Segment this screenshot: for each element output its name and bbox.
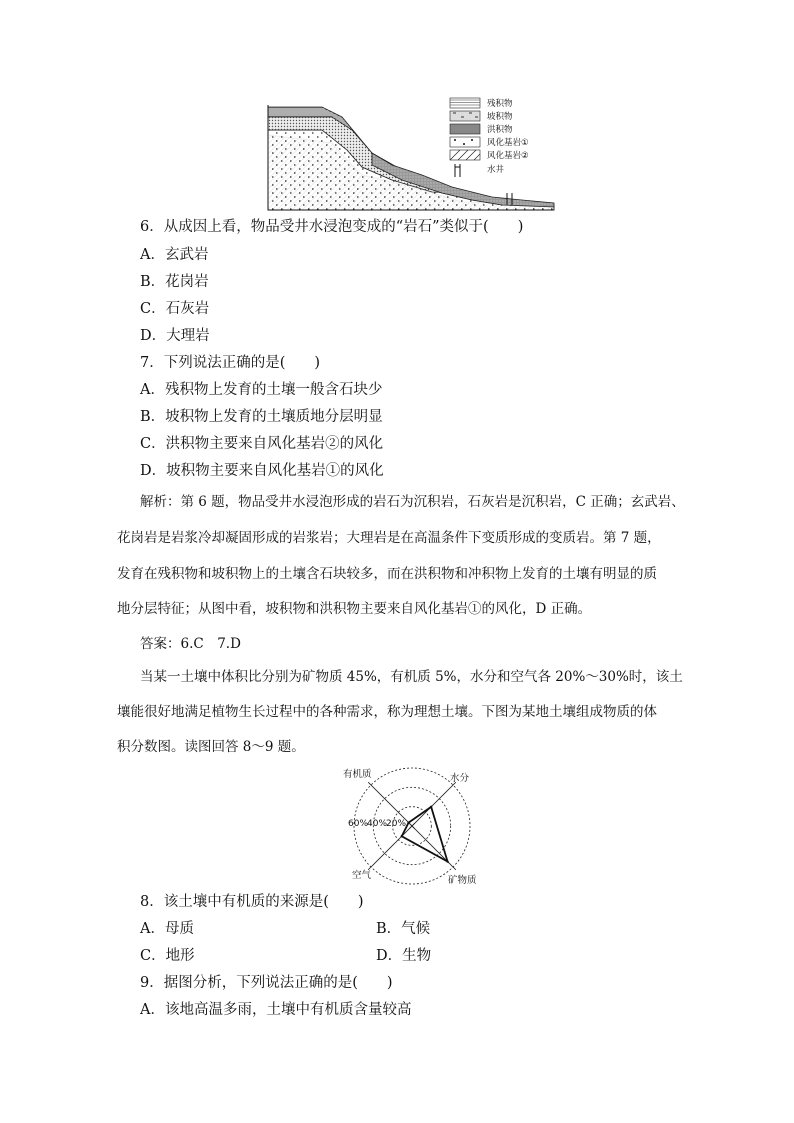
q9-stem: 9．据图分析，下列说法正确的是( ) [140, 975, 393, 991]
q8-option-a: A．母质 [140, 921, 194, 937]
point-有机质 [407, 821, 409, 823]
q7-stem: 7．下列说法正确的是( ) [140, 355, 321, 371]
intro-line-2: 壤能很好地满足植物生长过程中的各种需求，称为理想土壤。下图为某地土壤组成物质的体 [117, 704, 657, 720]
q6-option-d: D．大理岩 [140, 328, 210, 344]
answer-line: 答案：6.C 7.D [140, 636, 241, 652]
legend-swatches [449, 97, 483, 179]
q8-option-b: B．气候 [376, 921, 431, 937]
axis-3 [368, 823, 415, 870]
intro-line-3: 积分数图。读图回答 8～9 题。 [117, 739, 305, 755]
legend-slope: 坡积物 [487, 112, 513, 122]
legend-proluvial: 洪积物 [487, 125, 513, 135]
intro-line-1: 当某一土壤中体积比分别为矿物质 45%，有机质 5%，水分和空气各 20%～30%时，该土 [140, 669, 683, 685]
legend-residual: 残积物 [487, 99, 513, 109]
q6-option-a: A．玄武岩 [140, 247, 209, 263]
axis-label-air: 空气 [352, 870, 372, 881]
ring-label-60: 60% [348, 819, 369, 829]
axis-label-mineral: 矿物质 [448, 875, 477, 886]
q8-option-d: D．生物 [376, 948, 432, 964]
analysis-line-3: 发育在残积物和坡积物上的土壤含石块较多，而在洪积物和冲积物上发育的土壤有明显的质 [117, 566, 657, 582]
point-水分 [430, 806, 432, 808]
analysis-line-1: 解析：第 6 题，物品受井水浸泡形成的岩石为沉积岩，石灰岩是沉积岩，C 正确；玄武岩、 [140, 494, 685, 510]
q6-stem: 6．从成因上看，物品受井水浸泡变成的“岩石”类似于( ) [140, 219, 524, 235]
ring-label-20: 20% [386, 819, 407, 829]
legend-bedrock-1: 风化基岩① [487, 138, 529, 148]
q7-option-d: D．坡积物主要来自风化基岩①的风化 [140, 463, 384, 479]
q8-stem: 8．该土壤中有机质的来源是( ) [140, 894, 364, 910]
point-空气 [401, 835, 403, 837]
q8-option-c: C．地形 [140, 948, 195, 964]
composition-polygon [402, 807, 448, 862]
q7-option-b: B．坡积物上发育的土壤质地分层明显 [140, 409, 383, 425]
axis-1 [409, 782, 456, 829]
point-矿物质 [446, 860, 448, 862]
q6-option-c: C．石灰岩 [140, 301, 210, 317]
analysis-line-2: 花岗岩是岩浆冷却凝固形成的岩浆岩；大理岩是在高温条件下变质形成的变质岩。第 7 题， [117, 530, 661, 546]
legend-well: 水井 [487, 165, 505, 175]
analysis-line-4: 地分层特征；从图中看，坡积物和洪积物主要来自风化基岩①的风化，D 正确。 [117, 601, 592, 617]
ring-label-40: 40% [367, 819, 388, 829]
legend-bedrock-2: 风化基岩② [487, 151, 529, 161]
soil-composition-chart [340, 762, 490, 892]
q6-option-b: B．花岗岩 [140, 274, 209, 290]
axis-label-water: 水分 [450, 773, 470, 784]
q9-option-a: A．该地高温多雨，土壤中有机质含量较高 [140, 1002, 412, 1018]
q7-option-a: A．残积物上发育的土壤一般含石块少 [140, 382, 383, 398]
q7-option-c: C．洪积物主要来自风化基岩②的风化 [140, 436, 384, 452]
axis-label-organic: 有机质 [343, 769, 372, 780]
